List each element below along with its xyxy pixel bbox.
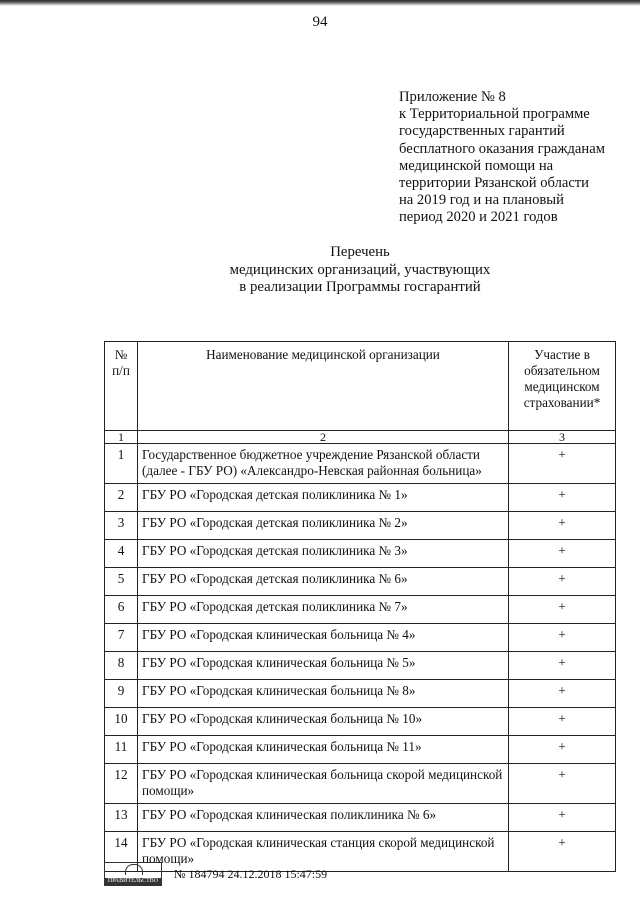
table-row xyxy=(105,568,616,596)
participation-mark: + xyxy=(509,512,616,540)
organization-name: ГБУ РО «Городская клиническая больница № 8» xyxy=(138,680,509,708)
organization-name: ГБУ РО «Городская клиническая поликлиника № 6» xyxy=(138,804,509,832)
appendix-line: Приложение № 8 xyxy=(399,89,506,105)
table-row xyxy=(105,624,616,652)
organization-name: ГБУ РО «Городская детская поликлиника № 7» xyxy=(138,596,509,624)
table-row xyxy=(105,804,616,832)
participation-mark: + xyxy=(509,540,616,568)
appendix-heading xyxy=(399,89,631,227)
dome-icon xyxy=(125,864,143,875)
appendix-line: бесплатного оказания гражданам xyxy=(399,140,605,157)
row-number: 9 xyxy=(105,680,138,708)
organization-name: ГБУ РО «Городская детская поликлиника № 3» xyxy=(138,540,509,568)
column-index-row xyxy=(105,431,616,444)
page-number: 94 xyxy=(312,14,328,30)
table-row xyxy=(105,708,616,736)
column-index: 3 xyxy=(509,431,616,444)
header-num xyxy=(105,342,138,431)
column-index: 2 xyxy=(138,431,509,444)
row-number: 6 xyxy=(105,596,138,624)
organization-name: ГБУ РО «Городская клиническая больница № 5» xyxy=(138,652,509,680)
row-number: 12 xyxy=(105,764,138,804)
participation-mark: + xyxy=(509,804,616,832)
participation-mark: + xyxy=(509,736,616,764)
organization-name: ГБУ РО «Городская клиническая больница № 10» xyxy=(138,708,509,736)
row-number: 3 xyxy=(105,512,138,540)
header-participation xyxy=(509,342,616,431)
row-number: 8 xyxy=(105,652,138,680)
table-header-row xyxy=(105,342,616,431)
organizations-table xyxy=(104,341,616,872)
row-number: 13 xyxy=(105,804,138,832)
participation-mark: + xyxy=(509,764,616,804)
table-row xyxy=(105,444,616,484)
participation-mark: + xyxy=(509,708,616,736)
participation-mark: + xyxy=(509,444,616,484)
row-number: 7 xyxy=(105,624,138,652)
table-row xyxy=(105,596,616,624)
table-row xyxy=(105,736,616,764)
header-participation-line: страховании* xyxy=(523,395,601,410)
row-number: 4 xyxy=(105,540,138,568)
table-row xyxy=(105,680,616,708)
organization-name: ГБУ РО «Городская клиническая больница № 11» xyxy=(138,736,509,764)
document-title xyxy=(0,244,640,297)
government-stamp-icon xyxy=(104,862,162,886)
participation-mark: + xyxy=(509,624,616,652)
header-participation-line: Участие в xyxy=(534,347,590,362)
row-number: 5 xyxy=(105,568,138,596)
registration-number: № 184794 24.12.2018 15:47:59 xyxy=(174,866,328,881)
header-participation-line: медицинском xyxy=(524,379,600,394)
table-row xyxy=(105,484,616,512)
participation-mark: + xyxy=(509,484,616,512)
title-line: медицинских организаций, участвующих xyxy=(229,261,491,278)
table-row xyxy=(105,652,616,680)
participation-mark: + xyxy=(509,680,616,708)
header-name: Наименование медицинской организации xyxy=(138,342,509,431)
row-number: 2 xyxy=(105,484,138,512)
appendix-line: период 2020 и 2021 годов xyxy=(399,209,558,226)
table-row xyxy=(105,764,616,804)
participation-mark: + xyxy=(509,652,616,680)
organization-name: ГБУ РО «Городская детская поликлиника № 1» xyxy=(138,484,509,512)
title-line: в реализации Программы госгарантий xyxy=(239,279,481,295)
stamp-label: ПРАВИТЕЛЬСТВО xyxy=(105,878,161,885)
title-line: Перечень xyxy=(330,244,390,260)
header-participation-line: обязательном xyxy=(524,363,600,378)
organization-name: ГБУ РО «Городская клиническая больница № 4» xyxy=(138,624,509,652)
header-num-line: п/п xyxy=(112,363,130,378)
scan-edge xyxy=(0,0,640,6)
row-number: 10 xyxy=(105,708,138,736)
appendix-line: к Территориальной программе xyxy=(399,106,590,123)
row-number: 1 xyxy=(105,444,138,484)
row-number: 11 xyxy=(105,736,138,764)
appendix-line: государственных гарантий xyxy=(399,123,565,140)
appendix-line: медицинской помощи на xyxy=(399,157,554,174)
participation-mark: + xyxy=(509,596,616,624)
participation-mark: + xyxy=(509,832,616,872)
organization-name: ГБУ РО «Городская клиническая станция скорой медицинской помощи» xyxy=(138,832,509,872)
organization-name: ГБУ РО «Городская детская поликлиника № 6» xyxy=(138,568,509,596)
row-number: 14 xyxy=(105,832,138,872)
table-row xyxy=(105,540,616,568)
header-num-line: № xyxy=(114,347,128,362)
table-row xyxy=(105,512,616,540)
appendix-line: территории Рязанской области xyxy=(399,175,589,192)
column-index: 1 xyxy=(105,431,138,444)
appendix-line: на 2019 год и на плановый xyxy=(399,192,564,209)
organization-name: ГБУ РО «Городская клиническая больница скорой медицинской помощи» xyxy=(138,764,509,804)
participation-mark: + xyxy=(509,568,616,596)
organization-name: Государственное бюджетное учреждение Рязанской области (далее - ГБУ РО) «Александро-Невская районная больница» xyxy=(138,444,509,484)
footer xyxy=(104,862,327,886)
organization-name: ГБУ РО «Городская детская поликлиника № 2» xyxy=(138,512,509,540)
